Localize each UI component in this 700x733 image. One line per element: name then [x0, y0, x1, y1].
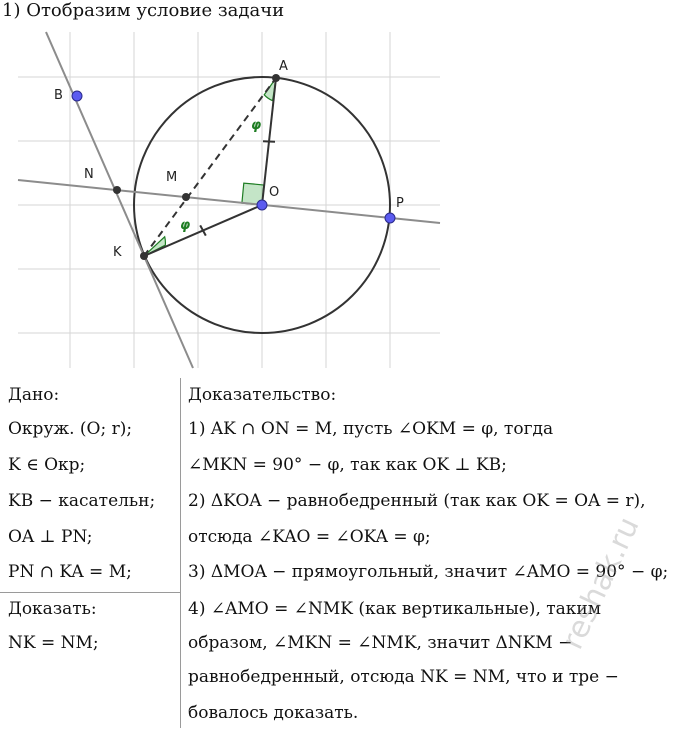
label-k: K — [113, 245, 122, 260]
proof-line: равнобедренный, отсюда NK = NM, что и тре − — [188, 667, 619, 687]
point-k — [140, 252, 148, 260]
grid — [18, 32, 440, 368]
page-title: 1) Отобразим условие задачи — [2, 0, 285, 21]
tangent-kb — [46, 32, 193, 368]
given-item: Окруж. (O; r); — [8, 419, 133, 439]
given-divider — [0, 592, 180, 593]
given-item: PN ∩ KA = M; — [8, 562, 132, 582]
given-item: K ∈ Окр; — [8, 455, 86, 475]
proof-line: 3) ΔMOA − прямоугольный, значит ∠AMO = 90° − φ; — [188, 562, 669, 582]
given-heading: Дано: — [8, 385, 60, 405]
point-b — [72, 91, 82, 101]
tick-oa — [263, 141, 275, 142]
label-a: A — [279, 59, 288, 74]
proof-line: ∠MKN = 90° − φ, так как OK ⊥ KB; — [188, 455, 507, 475]
proof-line: 2) ΔKOA − равнобедренный (так как OK = OA = r), — [188, 491, 646, 511]
proof-line: 4) ∠AMO = ∠NMK (как вертикальные), таким — [188, 599, 601, 619]
label-phi-a: φ — [251, 118, 262, 133]
segment-ka — [144, 78, 276, 256]
given-item: KB − касательн; — [8, 491, 156, 511]
proof-line: образом, ∠MKN = ∠NMK, значит ΔNKM − — [188, 633, 573, 653]
point-p — [385, 213, 395, 223]
prove-heading: Доказать: — [8, 599, 97, 619]
given-item: OA ⊥ PN; — [8, 527, 93, 547]
point-o — [257, 200, 267, 210]
proof-line: бовалось доказать. — [188, 703, 359, 723]
point-n — [113, 186, 121, 194]
point-m — [182, 193, 190, 201]
watermark: reshak.ru — [555, 511, 647, 655]
label-m: M — [166, 170, 178, 185]
proof-heading: Доказательство: — [188, 385, 337, 405]
label-phi-k: φ — [180, 218, 191, 233]
proof-line: отсюда ∠KAO = ∠OKA = φ; — [188, 527, 431, 547]
line-pn — [18, 180, 440, 223]
label-b: B — [54, 88, 63, 103]
label-p: P — [396, 196, 404, 211]
point-a — [272, 74, 280, 82]
column-divider — [180, 378, 181, 728]
prove-statement: NK = NM; — [8, 633, 99, 653]
label-o: O — [269, 185, 280, 200]
proof-line: 1) AK ∩ ON = M, пусть ∠OKM = φ, тогда — [188, 419, 554, 439]
label-n: N — [84, 167, 94, 182]
